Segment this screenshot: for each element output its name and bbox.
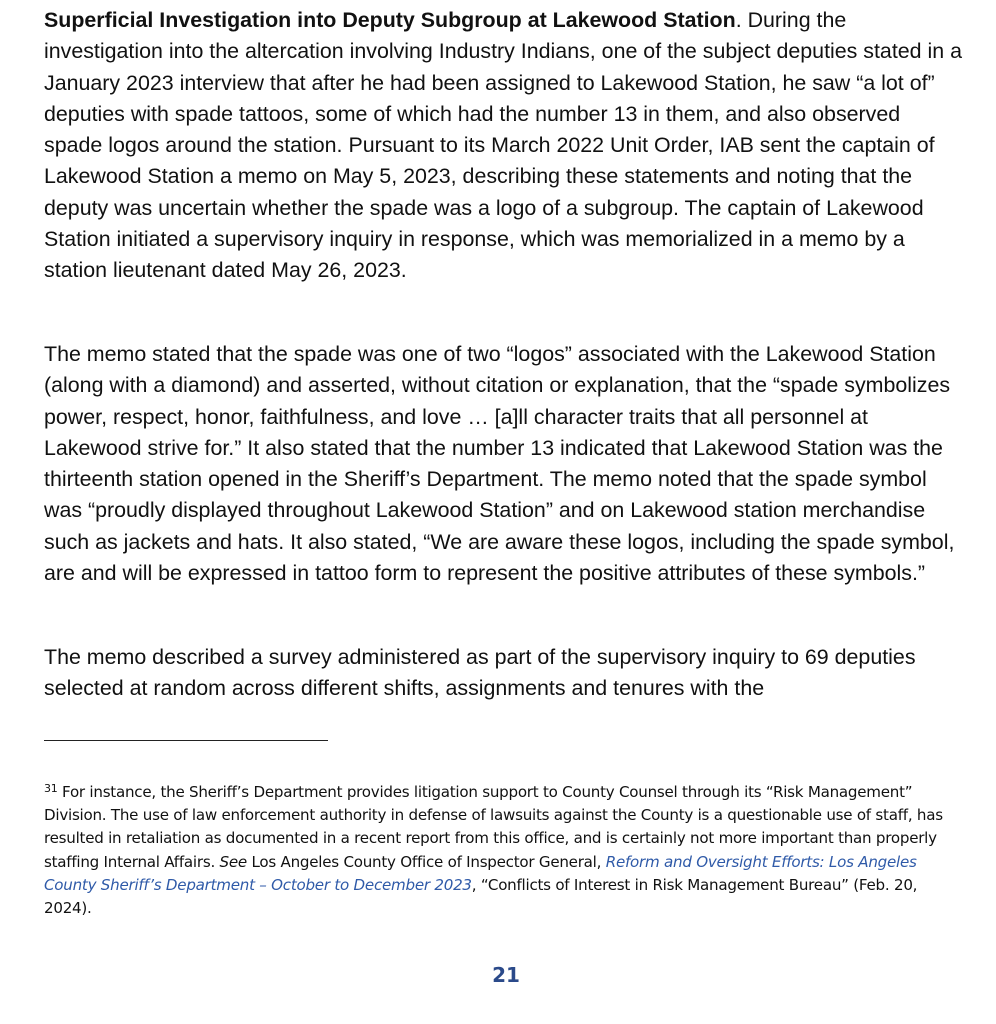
footnote-divider [44, 740, 328, 741]
page-number: 21 [492, 963, 520, 987]
footnote-31 [44, 777, 944, 920]
footnote-number: 31 [44, 782, 58, 795]
footnote-see: See [219, 852, 247, 871]
footnote-text-after: , “Conflicts of Interest in Risk Management Bureau” (Feb. 20, 2024). [44, 875, 918, 918]
paragraph-2: The memo stated that the spade was one of two “logos” associated with the Lakewood Station (along with a diamond) and asserted, without citation or explanation, that the “spade symbolizes power, respect, honor, faithfulness, and love … [a]ll character traits that all personnel at Lakewood strive for.” It also stated that the number 13 indicated that Lakewood Station was the thirteenth station opened in the Sheriff’s Department. The memo noted that the spade symbol was “proudly displayed throughout Lakewood Station” and on Lakewood station merchandise such as jackets and hats. It also stated, “We are aware these logos, including the spade symbol, are and will be expressed in tattoo form to represent the positive attributes of these symbols.” [44, 342, 955, 586]
footnote-report-link[interactable]: Reform and Oversight Efforts: Los Angeles County Sheriff’s Department – October to December 2023 [44, 852, 917, 894]
paragraph-1-text: . During the investigation into the altercation involving Industry Indians, one of the subject deputies stated in a January 2023 interview that after he had been assigned to Lakewood Station, he saw “a lot of” deputies with spade tattoos, some of which had the number 13 in them, and also observed spade logos around the station. Pursuant to its March 2022 Unit Order, IAB sent the captain of Lakewood Station a memo on May 5, 2023, describing these statements and noting that the deputy was uncertain whether the spade was a logo of a subgroup. The captain of Lakewood Station initiated a supervisory inquiry in response, which was memorialized in a memo by a station lieutenant dated May 26, 2023. [44, 8, 963, 283]
paragraph-3: The memo described a survey administered as part of the supervisory inquiry to 69 deputies selected at random across different shifts, assignments and tenures with the [44, 645, 916, 701]
paragraph-1 [44, 5, 964, 287]
section-heading: Superficial Investigation into Deputy Subgroup at Lakewood Station [44, 8, 736, 32]
footnote-text-before: For instance, the Sheriff’s Department provides litigation support to County Counsel through its “Risk Management” Division. The use of law enforcement authority in defense of lawsuits against the County is a questionable use of staff, has resulted in retaliation as documented in a recent report from this office, and is certainly not more important than properly staffing Internal Affairs. [44, 783, 943, 871]
footnote-text-middle: Los Angeles County Office of Inspector General, [246, 852, 606, 871]
